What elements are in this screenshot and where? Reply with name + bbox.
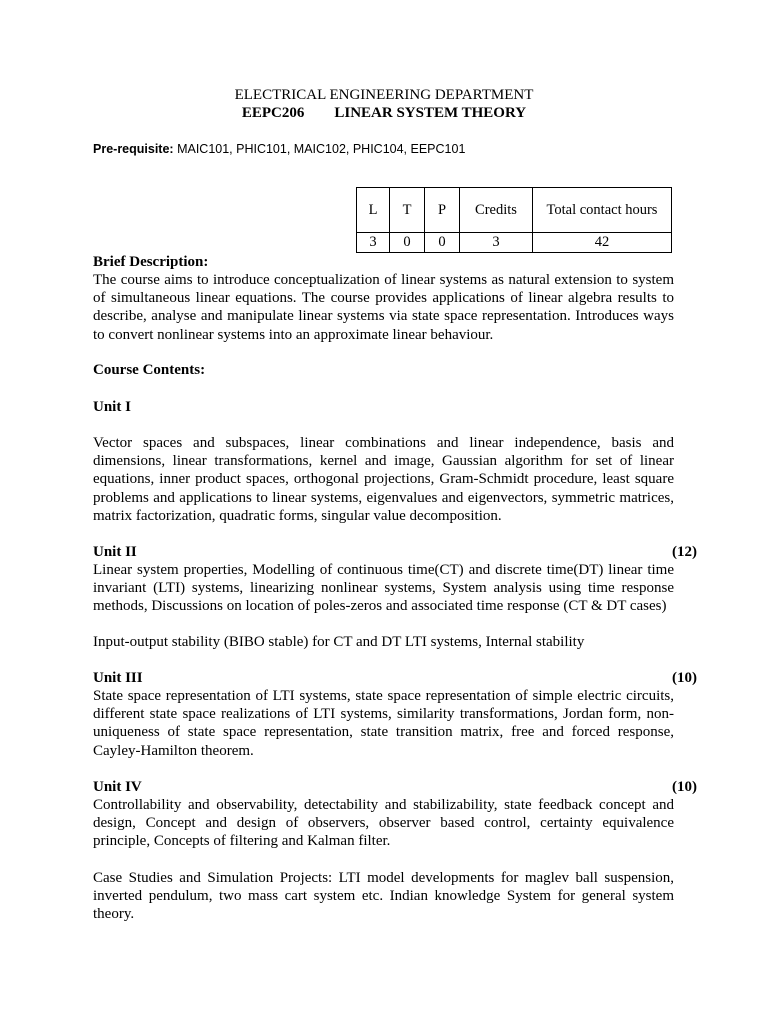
course-title-line	[0, 105, 768, 122]
unit-2-text: Linear system properties, Modelling of continuous time(CT) and discrete time(DT) linear time invariant (LTI) systems, linearizing nonlinear systems, System analysis using time response methods, Discussions on location of poles-zeros and associated time response (CT & DT cases)	[93, 562, 674, 615]
prerequisite-label: Pre-requisite:	[93, 142, 174, 156]
unit-4-hours: (10)	[672, 779, 697, 795]
unit-2-heading	[93, 543, 697, 561]
header-t: T	[390, 188, 425, 233]
unit-2-title: Unit II	[93, 544, 137, 560]
value-l: 3	[357, 233, 390, 253]
unit-2-text-2: Input-output stability (BIBO stable) for CT and DT LTI systems, Internal stability	[93, 634, 585, 650]
unit-1-text: Vector spaces and subspaces, linear combinations and linear independence, basis and dimensions, linear transformations, kernel and image, Gaussian algorithm for set of linear equations, inner product spaces, orthogonal projections, Gram-Schmidt procedure, least square problems and applications to linear systems, eigenvalues and eigenvectors, symmetric matrices, matrix factorization, quadratic forms, singular value decomposition.	[93, 435, 674, 524]
course-contents-heading: Course Contents:	[93, 362, 206, 378]
unit-1-title: Unit I	[93, 399, 131, 415]
credits-table-value-row	[357, 233, 672, 253]
unit-2-hours: (12)	[672, 544, 697, 560]
header-total-contact-hours: Total contact hours	[533, 188, 672, 233]
unit-3-title: Unit III	[93, 670, 143, 686]
brief-description-text: The course aims to introduce conceptualization of linear systems as natural extension to system of simultaneous linear equations. The course provides applications of linear algebra results to describe, analyse and manipulate linear systems via state space representation. Introduces ways to convert nonlinear systems into an approximate linear behaviour.	[93, 272, 674, 343]
value-total-contact-hours: 42	[533, 233, 672, 253]
value-p: 0	[425, 233, 460, 253]
value-t: 0	[390, 233, 425, 253]
credits-table	[356, 187, 672, 253]
header-l: L	[357, 188, 390, 233]
unit-4-title: Unit IV	[93, 779, 142, 795]
header-p: P	[425, 188, 460, 233]
brief-description-heading: Brief Description:	[93, 254, 209, 270]
unit-3-heading	[93, 669, 697, 687]
credits-table-header-row	[357, 188, 672, 233]
header-credits: Credits	[460, 188, 533, 233]
department-title: ELECTRICAL ENGINEERING DEPARTMENT	[234, 87, 534, 103]
prerequisite-line	[93, 142, 465, 156]
unit-3-text: State space representation of LTI systems, state space representation of simple electric circuits, different state space realizations of LTI systems, similarity transformations, Jordan form, non-uniqueness of state space representation, state transition matrix, free and forced response, Cayley-Hamilton theorem.	[93, 688, 674, 759]
unit-4-text: Controllability and observability, detectability and stabilizability, state feedback concept and design, Concept and design of observers, observer based control, certainty equivalence principle, Concepts of filtering and Kalman filter.	[93, 797, 674, 850]
unit-3-hours: (10)	[672, 670, 697, 686]
case-studies-text: Case Studies and Simulation Projects: LTI model developments for maglev ball suspension, inverted pendulum, two mass cart system etc. Indian knowledge System for general system theory.	[93, 870, 674, 923]
value-credits: 3	[460, 233, 533, 253]
prerequisite-value: MAIC101, PHIC101, MAIC102, PHIC104, EEPC101	[173, 142, 466, 156]
unit-4-heading	[93, 778, 697, 796]
course-code: EEPC206	[241, 105, 305, 121]
course-title: LINEAR SYSTEM THEORY	[334, 105, 527, 121]
